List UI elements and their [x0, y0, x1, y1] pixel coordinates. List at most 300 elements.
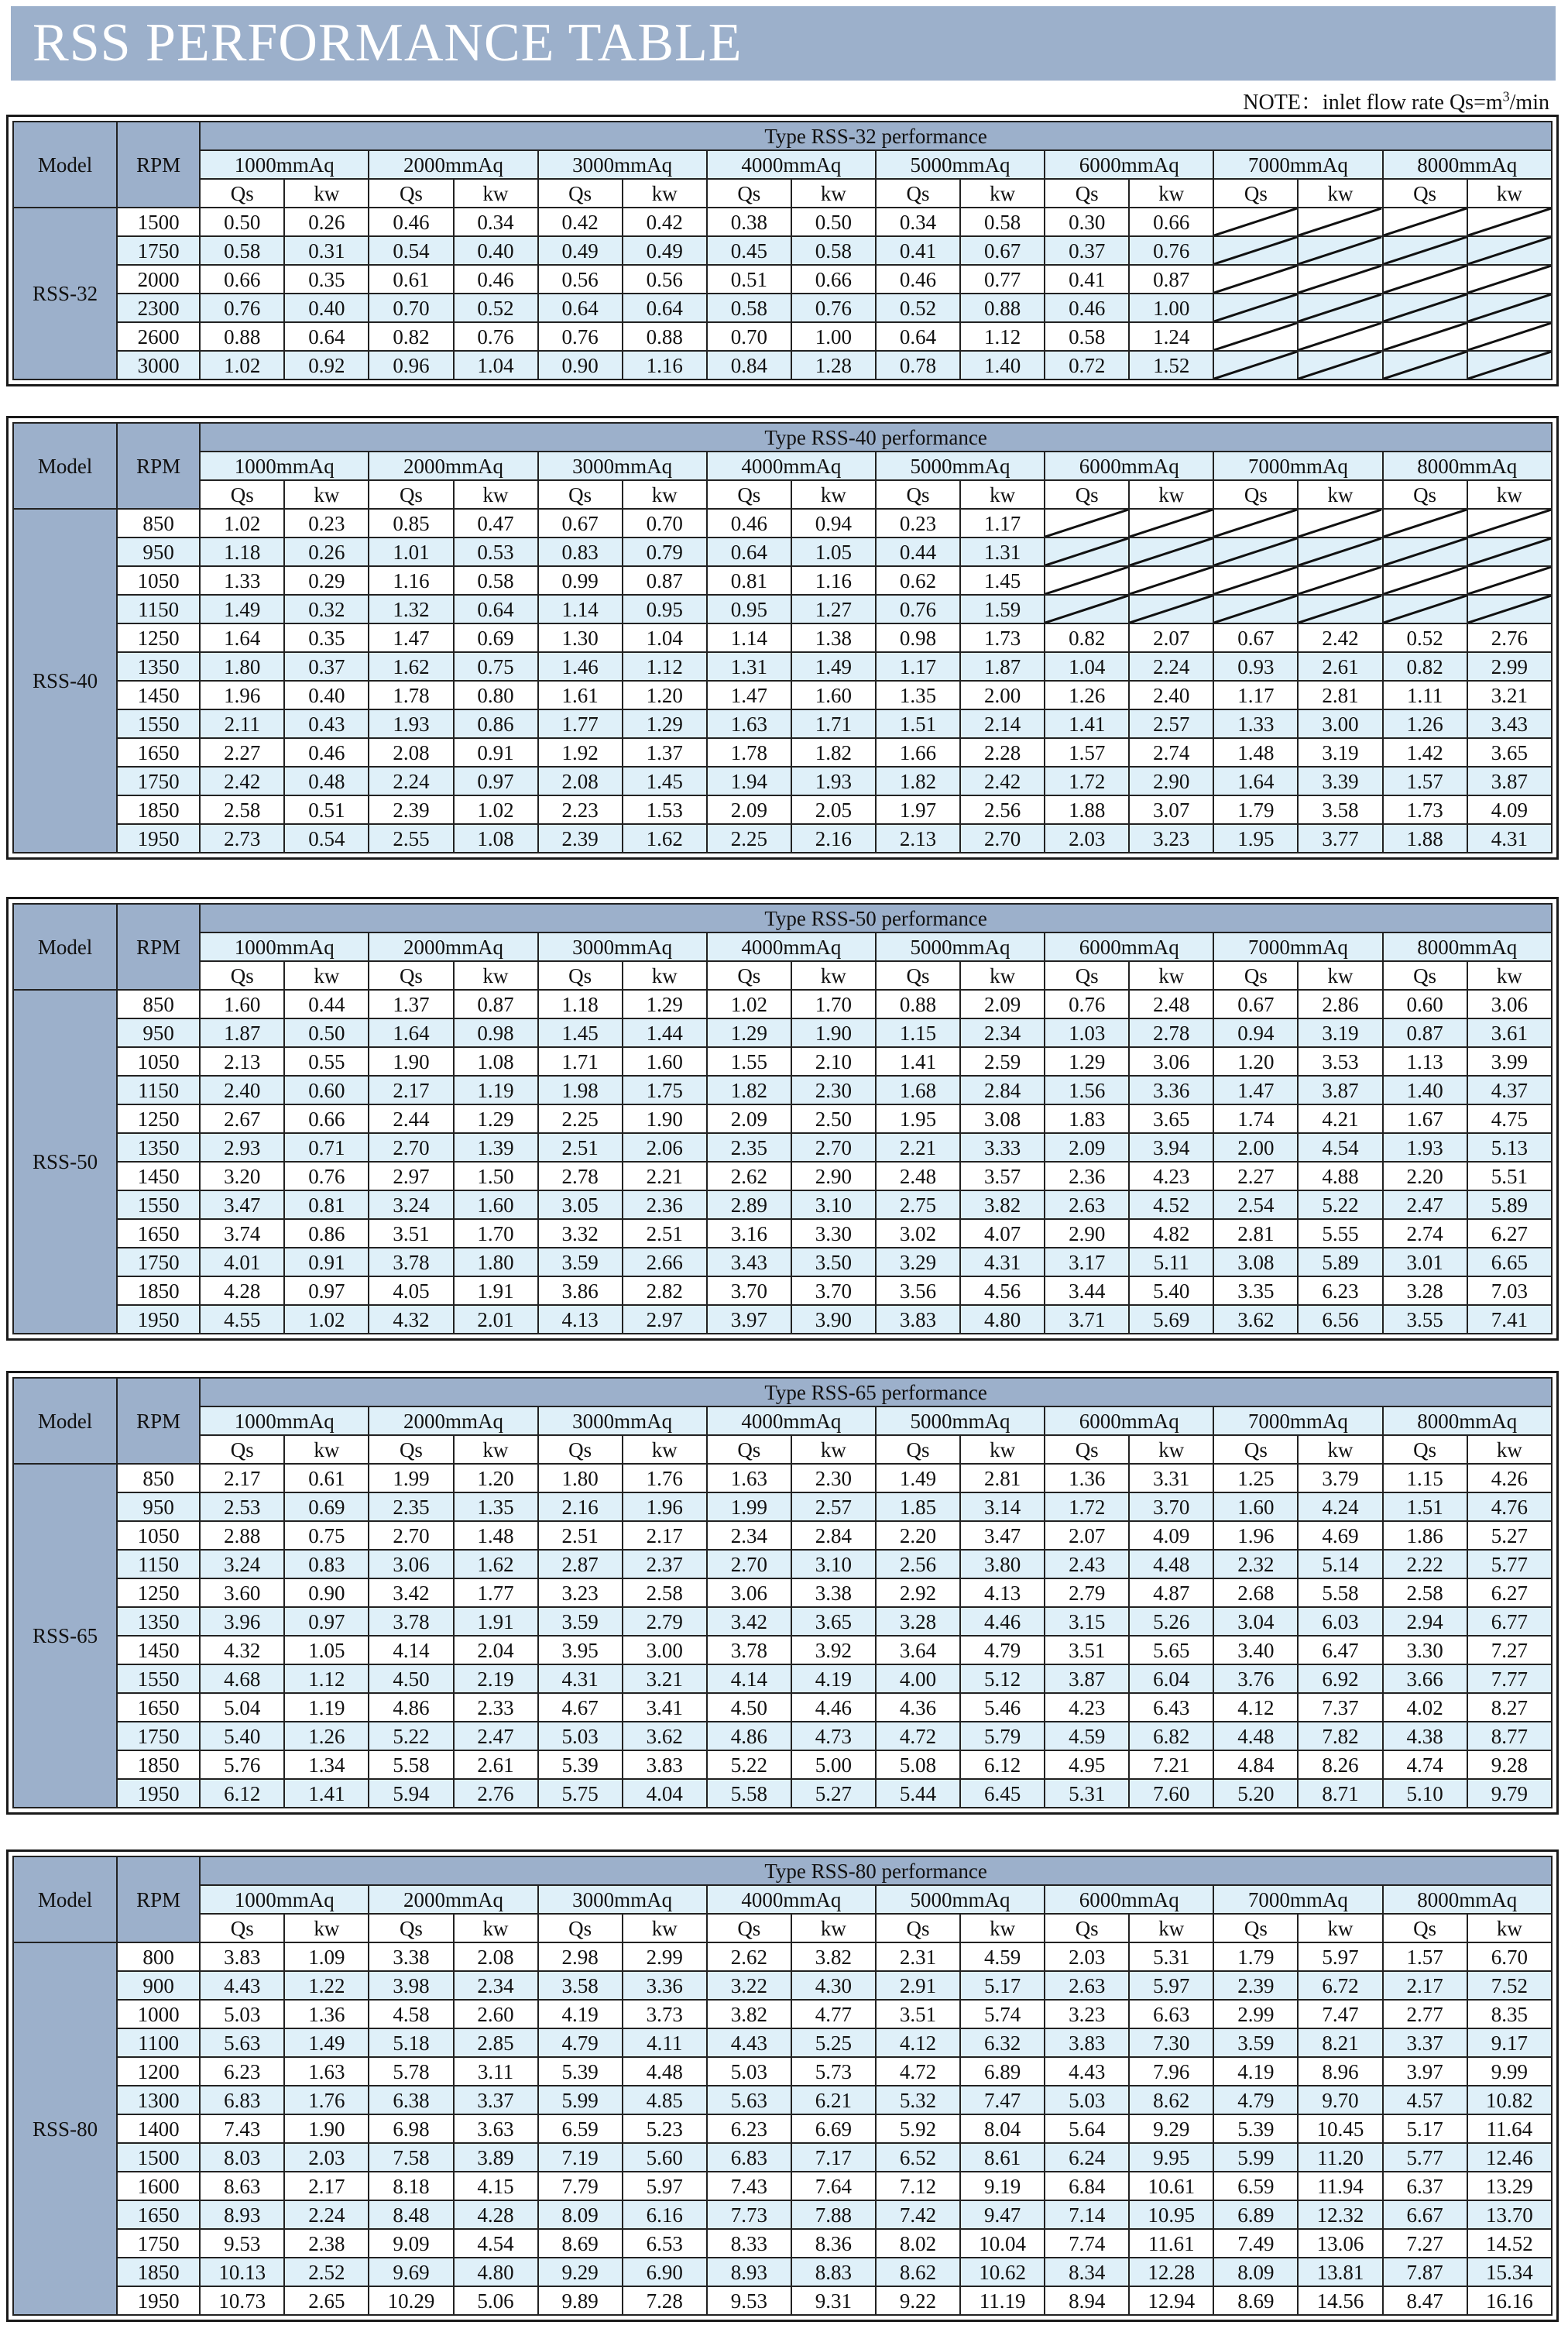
diagonal-slash-icon: [1130, 538, 1213, 565]
qs-value: 1.36: [1045, 1464, 1129, 1492]
kw-value: 3.47: [960, 1521, 1045, 1550]
diagonal-slash-icon: [1299, 596, 1381, 623]
qs-value: 0.96: [369, 351, 453, 380]
qs-value: 3.01: [1383, 1248, 1467, 1276]
kw-value: 3.50: [791, 1248, 876, 1276]
qs-value: 1.67: [1383, 1104, 1467, 1133]
qs-value: 4.84: [1213, 1750, 1298, 1779]
pressure-header: 4000mmAq: [707, 1406, 876, 1435]
qs-value: 1.02: [200, 351, 284, 380]
qs-value: 1.33: [1213, 709, 1298, 738]
kw-value: 3.19: [1298, 738, 1382, 767]
qs-value: 4.79: [1213, 2086, 1298, 2114]
kw-value: 0.76: [284, 1162, 369, 1190]
table-row: [13, 709, 1552, 738]
qs-value: 6.67: [1383, 2200, 1467, 2229]
qs-value: 0.76: [538, 322, 623, 351]
kw-value: 4.79: [960, 1636, 1045, 1664]
table-row: [13, 1578, 1552, 1607]
kw-value: 3.65: [1467, 738, 1552, 767]
kw-value: 2.56: [960, 795, 1045, 824]
table-row: [13, 1607, 1552, 1636]
kw-value: 0.76: [791, 294, 876, 322]
qs-value: 0.34: [876, 208, 960, 236]
pressure-header: 7000mmAq: [1213, 1406, 1382, 1435]
kw-value: 3.38: [791, 1578, 876, 1607]
kw-value: 2.08: [454, 1942, 538, 1971]
qs-value: 1.96: [200, 681, 284, 709]
qs-value: 1.79: [1213, 1942, 1298, 1971]
qs-value: 1.35: [876, 681, 960, 709]
kw-value: 4.11: [623, 2028, 707, 2057]
kw-value: 4.85: [623, 2086, 707, 2114]
kw-value: 3.92: [791, 1636, 876, 1664]
kw-header: kw: [284, 480, 369, 509]
qs-value: 0.82: [1383, 652, 1467, 681]
qs-value: 0.58: [1045, 322, 1129, 351]
kw-value: 8.21: [1298, 2028, 1382, 2057]
kw-value: 5.97: [1298, 1942, 1382, 1971]
qs-header: Qs: [538, 480, 623, 509]
kw-value: 7.30: [1129, 2028, 1213, 2057]
qs-value: 2.27: [200, 738, 284, 767]
qs-value: 6.37: [1383, 2172, 1467, 2200]
qs-value: 10.13: [200, 2258, 284, 2286]
kw-value: 0.79: [623, 537, 707, 566]
kw-value: 2.76: [454, 1779, 538, 1808]
qs-value: 4.32: [200, 1636, 284, 1664]
kw-value: 2.57: [791, 1492, 876, 1521]
qs-value: 1.11: [1383, 681, 1467, 709]
header-row: [13, 904, 1552, 932]
kw-value: 0.40: [284, 681, 369, 709]
kw-value: 2.59: [960, 1047, 1045, 1076]
qs-value: 7.43: [707, 2172, 791, 2200]
kw-value: 6.27: [1467, 1219, 1552, 1248]
table-row: [13, 322, 1552, 351]
kw-value: 3.06: [1129, 1047, 1213, 1076]
qs-value: 7.14: [1045, 2200, 1129, 2229]
kw-value: 1.05: [284, 1636, 369, 1664]
qs-value: 3.51: [876, 2000, 960, 2028]
qs-value: 9.69: [369, 2258, 453, 2286]
table-row: [13, 1550, 1552, 1578]
qs-value: 0.84: [707, 351, 791, 380]
qs-header: Qs: [1213, 1435, 1298, 1464]
qs-value: 4.79: [538, 2028, 623, 2057]
kw-value: 1.70: [791, 990, 876, 1018]
kw-value: 3.41: [623, 1693, 707, 1722]
kw-value: 2.34: [960, 1018, 1045, 1047]
kw-value: 2.42: [1298, 623, 1382, 652]
kw-value: 3.37: [454, 2086, 538, 2114]
qs-value: 8.09: [538, 2200, 623, 2229]
kw-value: 1.22: [284, 1971, 369, 2000]
kw-value: 0.88: [960, 294, 1045, 322]
kw-value: 6.23: [1298, 1276, 1382, 1305]
rpm-cell: 1150: [117, 1550, 200, 1578]
kw-value: 9.17: [1467, 2028, 1552, 2057]
table-row: [13, 265, 1552, 294]
qs-value: 1.99: [707, 1492, 791, 1521]
not-available-cell: [1213, 566, 1298, 595]
diagonal-slash-icon: [1468, 352, 1551, 379]
qs-value: 0.52: [1383, 623, 1467, 652]
qs-value: 7.27: [1383, 2229, 1467, 2258]
qs-value: 5.78: [369, 2057, 453, 2086]
kw-value: 0.55: [284, 1047, 369, 1076]
not-available-cell: [1298, 351, 1382, 380]
pressure-header: 7000mmAq: [1213, 150, 1382, 179]
rpm-cell: 1650: [117, 1219, 200, 1248]
diagonal-slash-icon: [1384, 538, 1467, 565]
qs-value: 2.58: [1383, 1578, 1467, 1607]
kw-value: 3.63: [454, 2114, 538, 2143]
qs-value: 2.40: [200, 1076, 284, 1104]
qs-header: Qs: [369, 179, 453, 208]
kw-value: 0.87: [454, 990, 538, 1018]
qs-value: 1.37: [369, 990, 453, 1018]
kw-value: 5.14: [1298, 1550, 1382, 1578]
rpm-cell: 1950: [117, 824, 200, 853]
kw-value: 0.53: [454, 537, 538, 566]
qs-value: 0.46: [876, 265, 960, 294]
table-row: [13, 2000, 1552, 2028]
kw-value: 6.77: [1467, 1607, 1552, 1636]
qs-value: 7.74: [1045, 2229, 1129, 2258]
kw-value: 0.58: [960, 208, 1045, 236]
rpm-cell: 1200: [117, 2057, 200, 2086]
kw-header: kw: [284, 1914, 369, 1942]
qs-value: 1.95: [876, 1104, 960, 1133]
qs-value: 4.28: [200, 1276, 284, 1305]
kw-value: 7.28: [623, 2286, 707, 2315]
qs-value: 4.72: [876, 2057, 960, 2086]
pressure-header: 6000mmAq: [1045, 150, 1213, 179]
qs-value: 1.61: [538, 681, 623, 709]
kw-value: 0.56: [623, 265, 707, 294]
kw-value: 0.70: [623, 509, 707, 537]
diagonal-slash-icon: [1214, 510, 1297, 537]
kw-value: 2.30: [791, 1464, 876, 1492]
qs-header: Qs: [876, 1914, 960, 1942]
kw-value: 2.17: [284, 2172, 369, 2200]
diagonal-slash-icon: [1468, 208, 1551, 235]
rpm-cell: 2600: [117, 322, 200, 351]
kw-value: 0.91: [284, 1248, 369, 1276]
kw-value: 1.53: [623, 795, 707, 824]
kw-value: 0.60: [284, 1076, 369, 1104]
qs-value: 3.17: [1045, 1248, 1129, 1276]
kw-value: 1.02: [284, 1305, 369, 1334]
kw-value: 4.30: [791, 1971, 876, 2000]
diagonal-slash-icon: [1384, 596, 1467, 623]
qs-value: 1.95: [1213, 824, 1298, 853]
qs-value: 0.67: [1213, 623, 1298, 652]
header-row: [13, 1378, 1552, 1406]
table-row: [13, 1248, 1552, 1276]
qs-value: 4.02: [1383, 1693, 1467, 1722]
qs-value: 1.26: [1045, 681, 1129, 709]
qs-value: 3.58: [538, 1971, 623, 2000]
kw-header: kw: [1467, 961, 1552, 990]
kw-value: 3.53: [1298, 1047, 1382, 1076]
qs-value: 1.40: [1383, 1076, 1467, 1104]
rpm-cell: 1450: [117, 1636, 200, 1664]
kw-value: 5.23: [623, 2114, 707, 2143]
kw-value: 2.01: [454, 1305, 538, 1334]
diagonal-slash-icon: [1214, 208, 1297, 235]
rpm-cell: 1750: [117, 767, 200, 795]
qs-value: 5.58: [369, 1750, 453, 1779]
kw-value: 3.10: [791, 1190, 876, 1219]
qs-value: 0.44: [876, 537, 960, 566]
qs-value: 2.91: [876, 1971, 960, 2000]
kw-value: 0.42: [623, 208, 707, 236]
qs-header: Qs: [200, 480, 284, 509]
kw-value: 0.50: [791, 208, 876, 236]
qs-value: 1.78: [707, 738, 791, 767]
kw-header: kw: [454, 480, 538, 509]
qs-value: 1.93: [369, 709, 453, 738]
diagonal-slash-icon: [1214, 538, 1297, 565]
kw-value: 0.67: [960, 236, 1045, 265]
table-row: [13, 1492, 1552, 1521]
qs-value: 1.47: [707, 681, 791, 709]
qs-header: Qs: [538, 1435, 623, 1464]
qs-value: 5.32: [876, 2086, 960, 2114]
qs-value: 3.37: [1383, 2028, 1467, 2057]
kw-value: 1.73: [960, 623, 1045, 652]
qs-value: 3.97: [1383, 2057, 1467, 2086]
qs-value: 5.18: [369, 2028, 453, 2057]
table-row: [13, 351, 1552, 380]
qs-value: 2.88: [200, 1521, 284, 1550]
qs-value: 0.70: [707, 322, 791, 351]
kw-value: 1.20: [454, 1464, 538, 1492]
kw-value: 3.36: [623, 1971, 707, 2000]
rpm-cell: 900: [117, 1971, 200, 2000]
qs-value: 0.41: [876, 236, 960, 265]
kw-value: 3.14: [960, 1492, 1045, 1521]
qs-value: 9.89: [538, 2286, 623, 2315]
kw-value: 0.52: [454, 294, 538, 322]
kw-value: 8.04: [960, 2114, 1045, 2143]
model-header: Model: [13, 423, 117, 509]
kw-value: 2.30: [791, 1076, 876, 1104]
qs-value: 6.98: [369, 2114, 453, 2143]
qs-value: 3.24: [200, 1550, 284, 1578]
pressure-header: 3000mmAq: [538, 932, 707, 961]
not-available-cell: [1467, 595, 1552, 623]
qs-value: 2.39: [538, 824, 623, 853]
table-row: [13, 623, 1552, 652]
kw-value: 1.04: [454, 351, 538, 380]
qs-value: 4.43: [707, 2028, 791, 2057]
pressure-header-row: [13, 1885, 1552, 1914]
qs-value: 1.31: [707, 652, 791, 681]
kw-value: 7.96: [1129, 2057, 1213, 2086]
pressure-header: 2000mmAq: [369, 932, 537, 961]
qs-value: 1.18: [200, 537, 284, 566]
qs-value: 2.31: [876, 1942, 960, 1971]
table-row: [13, 1521, 1552, 1550]
qs-value: 3.44: [1045, 1276, 1129, 1305]
kw-value: 3.62: [623, 1722, 707, 1750]
qs-value: 1.87: [200, 1018, 284, 1047]
qs-header: Qs: [1383, 179, 1467, 208]
kw-value: 4.77: [791, 2000, 876, 2028]
qs-value: 2.03: [1045, 824, 1129, 853]
qs-value: 1.49: [876, 1464, 960, 1492]
kw-value: 1.41: [284, 1779, 369, 1808]
kw-value: 8.71: [1298, 1779, 1382, 1808]
table-row: [13, 1464, 1552, 1492]
qs-value: 3.83: [876, 1305, 960, 1334]
qs-value: 4.36: [876, 1693, 960, 1722]
kw-header: kw: [454, 179, 538, 208]
qs-value: 1.42: [1383, 738, 1467, 767]
rpm-cell: 1950: [117, 2286, 200, 2315]
kw-value: 4.88: [1298, 1162, 1382, 1190]
kw-value: 3.33: [960, 1133, 1045, 1162]
table-title: Type RSS-50 performance: [200, 904, 1552, 932]
kw-header: kw: [1298, 1914, 1382, 1942]
qs-value: 7.58: [369, 2143, 453, 2172]
kw-value: 1.80: [454, 1248, 538, 1276]
kw-value: 1.71: [791, 709, 876, 738]
kw-value: 1.29: [454, 1104, 538, 1133]
kw-header: kw: [1298, 961, 1382, 990]
rpm-cell: 1850: [117, 1750, 200, 1779]
qs-value: 3.86: [538, 1276, 623, 1305]
qs-value: 0.52: [876, 294, 960, 322]
diagonal-slash-icon: [1130, 510, 1213, 537]
qs-value: 1.98: [538, 1076, 623, 1104]
kw-value: 0.69: [284, 1492, 369, 1521]
rpm-cell: 1850: [117, 1276, 200, 1305]
kw-value: 5.89: [1298, 1248, 1382, 1276]
kw-value: 5.51: [1467, 1162, 1552, 1190]
kw-value: 2.16: [791, 824, 876, 853]
kw-header: kw: [1298, 1435, 1382, 1464]
kw-value: 0.76: [454, 322, 538, 351]
not-available-cell: [1467, 351, 1552, 380]
note-unit: /min: [1509, 91, 1549, 115]
qs-value: 4.14: [369, 1636, 453, 1664]
rpm-cell: 1550: [117, 1664, 200, 1693]
not-available-cell: [1129, 537, 1213, 566]
kw-value: 0.87: [623, 566, 707, 595]
pressure-header: 2000mmAq: [369, 452, 537, 480]
kw-header: kw: [454, 1914, 538, 1942]
rpm-header: RPM: [117, 1856, 200, 1942]
qs-value: 2.68: [1213, 1578, 1298, 1607]
kw-value: 9.99: [1467, 2057, 1552, 2086]
qs-value: 1.15: [1383, 1464, 1467, 1492]
pressure-header: 1000mmAq: [200, 1406, 369, 1435]
not-available-cell: [1045, 595, 1129, 623]
qs-value: 9.53: [707, 2286, 791, 2315]
qs-value: 1.29: [707, 1018, 791, 1047]
kw-value: 2.48: [1129, 990, 1213, 1018]
kw-value: 0.86: [454, 709, 538, 738]
kw-value: 8.83: [791, 2258, 876, 2286]
qs-value: 2.90: [1045, 1219, 1129, 1248]
qs-value: 2.42: [200, 767, 284, 795]
qs-value: 1.03: [1045, 1018, 1129, 1047]
kw-header: kw: [960, 1914, 1045, 1942]
kw-header: kw: [454, 1435, 538, 1464]
header-row: [13, 1856, 1552, 1885]
qs-value: 3.51: [369, 1219, 453, 1248]
qs-value: 9.22: [876, 2286, 960, 2315]
kw-value: 1.49: [791, 652, 876, 681]
qs-value: 2.63: [1045, 1190, 1129, 1219]
not-available-cell: [1129, 509, 1213, 537]
kw-value: 1.27: [791, 595, 876, 623]
kw-value: 5.26: [1129, 1607, 1213, 1636]
kw-value: 3.36: [1129, 1076, 1213, 1104]
qs-header: Qs: [876, 480, 960, 509]
qs-value: 4.68: [200, 1664, 284, 1693]
kw-value: 2.00: [960, 681, 1045, 709]
qs-value: 4.12: [876, 2028, 960, 2057]
kw-value: 4.26: [1467, 1464, 1552, 1492]
qs-value: 1.79: [1213, 795, 1298, 824]
qs-value: 3.40: [1213, 1636, 1298, 1664]
not-available-cell: [1298, 294, 1382, 322]
kw-value: 3.89: [454, 2143, 538, 2172]
diagonal-slash-icon: [1299, 510, 1381, 537]
qs-value: 0.93: [1213, 652, 1298, 681]
qs-header: Qs: [876, 179, 960, 208]
kw-value: 1.40: [960, 351, 1045, 380]
qs-header: Qs: [1213, 961, 1298, 990]
qs-value: 6.83: [707, 2143, 791, 2172]
qs-value: 1.57: [1045, 738, 1129, 767]
kw-value: 8.77: [1467, 1722, 1552, 1750]
table-row: [13, 566, 1552, 595]
qs-value: 5.75: [538, 1779, 623, 1808]
kw-value: 9.19: [960, 2172, 1045, 2200]
qs-value: 1.04: [1045, 652, 1129, 681]
rpm-header: RPM: [117, 423, 200, 509]
qs-value: 2.17: [369, 1076, 453, 1104]
kw-value: 5.65: [1129, 1636, 1213, 1664]
qs-value: 5.03: [707, 2057, 791, 2086]
kw-value: 6.47: [1298, 1636, 1382, 1664]
table-row: [13, 1276, 1552, 1305]
diagonal-slash-icon: [1214, 237, 1297, 264]
qs-header: Qs: [1045, 480, 1129, 509]
not-available-cell: [1467, 509, 1552, 537]
qs-value: 6.83: [200, 2086, 284, 2114]
kw-value: 1.12: [960, 322, 1045, 351]
qs-value: 0.49: [538, 236, 623, 265]
qs-value: 2.75: [876, 1190, 960, 1219]
qs-value: 5.10: [1383, 1779, 1467, 1808]
qs-value: 5.31: [1045, 1779, 1129, 1808]
qs-value: 2.13: [200, 1047, 284, 1076]
qs-value: 2.70: [369, 1133, 453, 1162]
model-header: Model: [13, 1378, 117, 1464]
diagonal-slash-icon: [1045, 567, 1128, 594]
kw-value: 5.31: [1129, 1942, 1213, 1971]
qs-value: 5.44: [876, 1779, 960, 1808]
kw-value: 2.42: [960, 767, 1045, 795]
pressure-header: 1000mmAq: [200, 150, 369, 179]
